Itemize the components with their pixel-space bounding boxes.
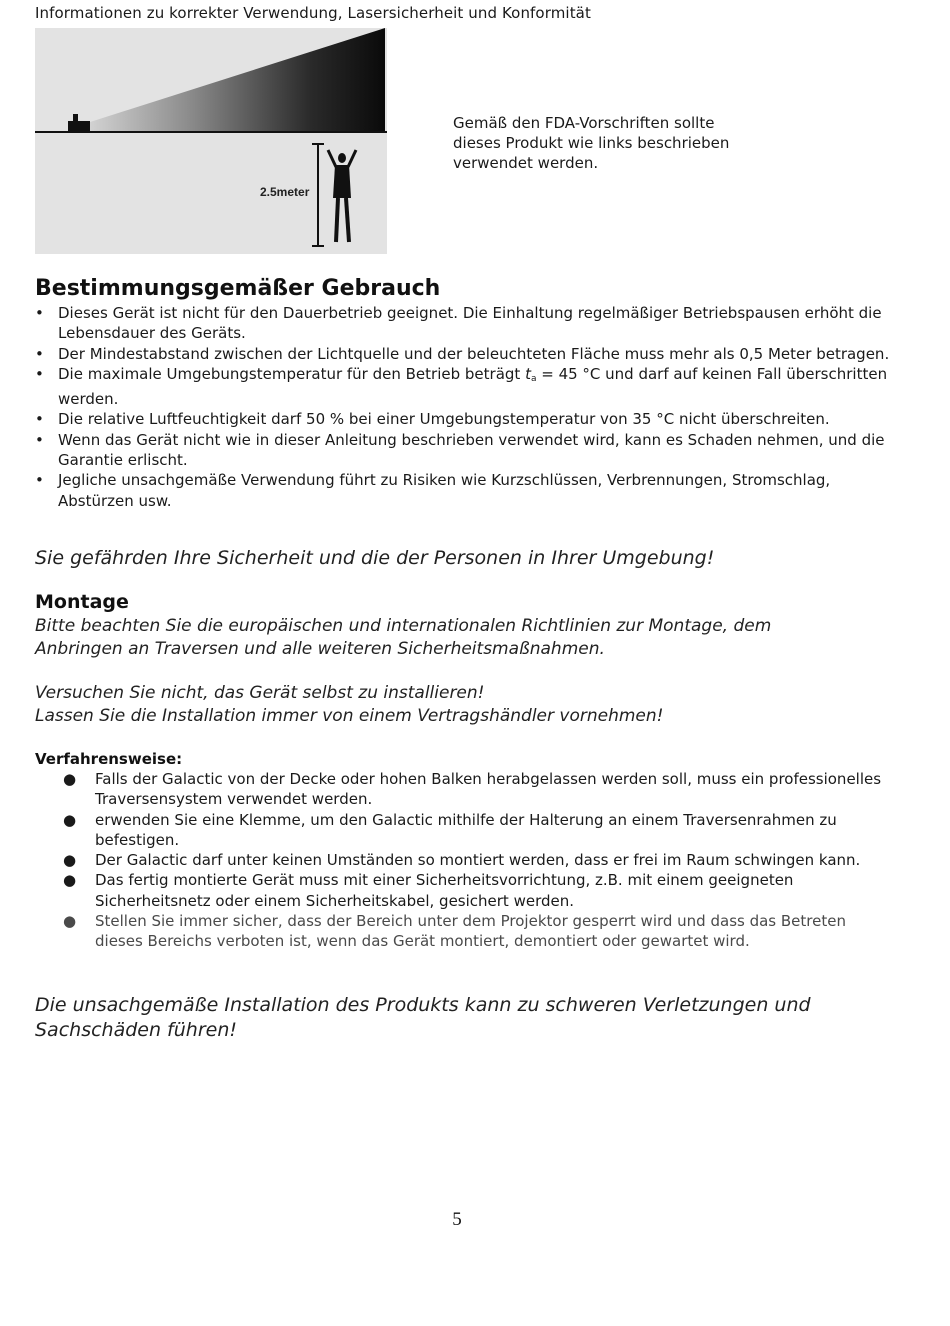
fda-note: [453, 113, 773, 173]
bullet: •: [35, 364, 44, 383]
bullet: •: [35, 471, 44, 490]
list-item-text: Wenn das Gerät nicht wie in dieser Anleitung beschrieben verwendet wird, kann es Schaden nehmen, und die Garantie erlischt.: [58, 430, 885, 470]
installation-warning: [35, 993, 895, 1042]
install-warning: [35, 682, 895, 727]
intended-use-list: [35, 303, 905, 511]
running-header: Informationen zu korrekter Verwendung, Lasersicherheit und Konformität: [35, 4, 591, 22]
laser-safety-figure: [35, 28, 387, 254]
bullet: ●: [63, 871, 77, 890]
temperature-text-before: Die maximale Umgebungstemperatur für den Betrieb beträgt: [58, 364, 526, 383]
temperature-symbol: [525, 365, 536, 383]
intended-use-heading: Bestimmungsgemäßer Gebrauch: [35, 276, 441, 301]
installation-warning-line: Sachschäden führen!: [35, 1018, 237, 1041]
bullet: •: [35, 304, 44, 322]
procedure-item-text: Stellen Sie immer sicher, dass der Bereich unter dem Projektor gesperrt wird und dass das Betreten dieses Bereichs verboten ist, wenn das Gerät montiert, demontiert oder gewartet wird.: [95, 912, 846, 951]
install-warning-line: Versuchen Sie nicht, das Gerät selbst zu installieren!: [35, 683, 485, 703]
montage-text: [35, 615, 895, 660]
bullet: •: [35, 344, 44, 363]
procedure-item-text: Der Galactic darf unter keinen Umständen so montiert werden, dass er frei im Raum schwingen kann.: [95, 851, 861, 870]
list-item: [35, 344, 905, 364]
fda-note-line: verwendet werden.: [453, 154, 599, 172]
installation-warning-line: Die unsachgemäße Installation des Produkts kann zu schweren Verletzungen und: [35, 994, 811, 1016]
list-item-text: Der Mindestabstand zwischen der Lichtquelle und der beleuchteten Fläche muss mehr als 0,5 Meter betragen.: [58, 344, 890, 363]
procedure-item-text: Falls der Galactic von der Decke oder hohen Balken herabgelassen werden soll, muss ein professionelles Traversensystem verwendet werden.: [95, 770, 882, 809]
bullet: •: [35, 430, 44, 449]
bullet: ●: [63, 810, 77, 829]
list-item-text: Jegliche unsachgemäße Verwendung führt zu Risiken wie Kurzschlüssen, Verbrennungen, Stromschlag, Abstürzen usw.: [58, 471, 831, 510]
list-item: [35, 470, 905, 511]
temperature-symbol-subscript: a: [530, 373, 537, 384]
list-item-text: [58, 365, 887, 408]
bullet: ●: [63, 912, 77, 931]
montage-text-line: Bitte beachten Sie die europäischen und internationalen Richtlinien zur Montage, dem: [35, 616, 772, 636]
list-item: [35, 409, 905, 429]
montage-heading: Montage: [35, 591, 129, 613]
list-item: [35, 430, 905, 471]
fda-note-line: Gemäß den FDA-Vorschriften sollte: [453, 114, 715, 132]
page-number: 5: [452, 1209, 462, 1230]
bullet: ●: [63, 851, 77, 870]
procedure-item: [35, 911, 895, 952]
procedure-item: [35, 769, 895, 810]
install-warning-line: Lassen Sie die Installation immer von einem Vertragshändler vornehmen!: [35, 705, 664, 726]
procedure-item-text: erwenden Sie eine Klemme, um den Galactic mithilfe der Halterung an einem Traversenrahmen zu befestigen.: [95, 810, 837, 849]
procedure-list: [35, 769, 895, 952]
list-item: [35, 364, 905, 410]
fda-note-line: dieses Produkt wie links beschrieben: [453, 134, 730, 152]
bullet: •: [35, 410, 44, 429]
temperature-text-after: = 45 °C und darf auf keinen Fall überschritten werden.: [58, 364, 888, 409]
procedure-item-text: Das fertig montierte Gerät muss mit einer Sicherheitsvorrichtung, z.B. mit einem geeigneten Sicherheitsnetz oder einem Sicherheitskabel, gesichert werden.: [95, 871, 794, 910]
list-item-text: Dieses Gerät ist nicht für den Dauerbetrieb geeignet. Die Einhaltung regelmäßiger Betriebspausen erhöht die Lebensdauer des Geräts.: [58, 304, 882, 343]
procedure-heading: Verfahrensweise:: [35, 750, 183, 768]
list-item-text: Die relative Luftfeuchtigkeit darf 50 % bei einer Umgebungstemperatur von 35 °C nicht überschreiten.: [58, 410, 830, 429]
bullet: ●: [63, 770, 77, 788]
procedure-item: [35, 850, 895, 870]
safety-warning: Sie gefährden Ihre Sicherheit und die der Personen in Ihrer Umgebung!: [35, 547, 715, 569]
procedure-item: [35, 870, 895, 911]
height-label: 2.5meter: [260, 185, 310, 199]
temperature-symbol-letter: t: [525, 364, 531, 383]
list-item: [35, 303, 905, 344]
procedure-item: [35, 810, 895, 851]
montage-text-line: Anbringen an Traversen und alle weiteren Sicherheitsmaßnahmen.: [35, 638, 605, 659]
